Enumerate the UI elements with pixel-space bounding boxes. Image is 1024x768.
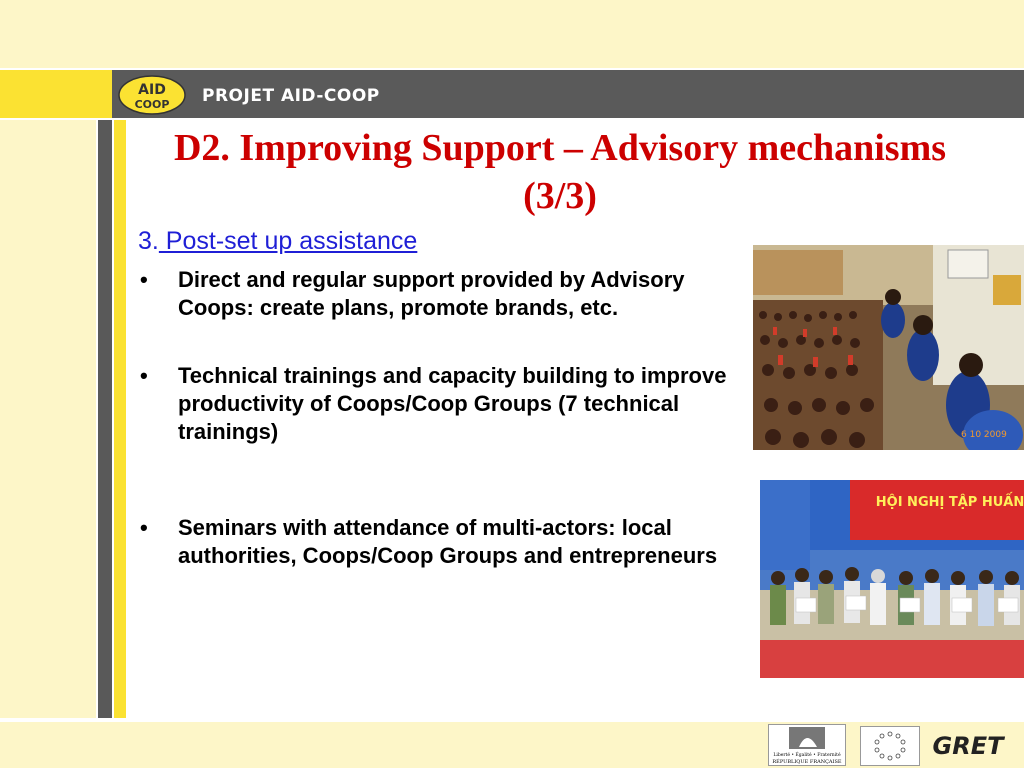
section-link[interactable]: Post-set up assistance <box>158 227 418 255</box>
gret-logo <box>926 724 1010 766</box>
bullet-text: Seminars with attendance of multi-actors: local authorities, Coops/Coop Groups and entrepreneurs <box>178 515 718 568</box>
photo-date-stamp: 6 10 2009 <box>961 430 1007 440</box>
seminar-photo <box>760 480 1024 678</box>
header-yellow-block <box>0 70 112 118</box>
slide-title-line2: (3/3) <box>523 175 597 217</box>
rf-name: RÉPUBLIQUE FRANÇAISE <box>772 759 842 765</box>
bullet-marker: • <box>140 363 148 388</box>
slide-title <box>96 124 1024 220</box>
section-heading <box>138 227 417 256</box>
eu-flag-logo <box>860 726 920 766</box>
rf-motto: Liberté • Égalité • Fraternité <box>773 753 841 758</box>
workshop-photo <box>753 245 1024 450</box>
photo-banner-text: HỘI NGHỊ TẬP HUẤN <box>875 495 1024 510</box>
bullet-marker: • <box>140 515 148 540</box>
section-number: 3. <box>138 227 159 255</box>
bullet-item <box>140 514 730 570</box>
republique-francaise-logo <box>768 724 846 766</box>
top-band <box>0 0 1024 68</box>
header-title: PROJET AID-COOP <box>202 86 380 106</box>
bullet-text: Direct and regular support provided by Advisory Coops: create plans, promote brands, etc. <box>178 267 685 320</box>
gret-logo-text: GRET <box>932 732 1004 760</box>
left-band <box>0 120 96 718</box>
slide-title-line1: D2. Improving Support – Advisory mechanisms <box>173 127 947 169</box>
bullet-item <box>140 266 730 322</box>
aid-coop-logo <box>116 72 188 116</box>
bullet-text: Technical trainings and capacity building to improve productivity of Coops/Coop Groups (7 technical trainings) <box>178 363 727 444</box>
bullet-marker: • <box>140 267 148 292</box>
bullet-list <box>140 266 730 570</box>
logo-text-top: AID <box>138 82 166 98</box>
logo-text-bottom: COOP <box>134 98 170 111</box>
bullet-item <box>140 362 730 446</box>
